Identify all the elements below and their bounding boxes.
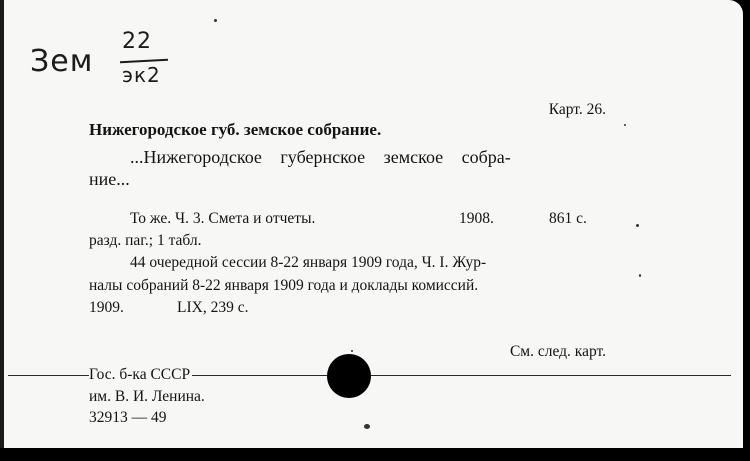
speck [364, 424, 370, 429]
library-stamp-line-3: 32913 — 49 [89, 409, 167, 426]
punch-hole [327, 354, 371, 398]
speck [639, 274, 641, 277]
entry-line-2: разд. паг.; 1 табл. [89, 232, 202, 249]
see-next-card: См. след. карт. [509, 343, 606, 360]
subtitle-line-2: ние... [89, 169, 130, 189]
card-title: Нижегородское губ. земское собрание. [89, 120, 382, 139]
subtitle-line-1: ...Нижегородское губернское земское собра- [130, 147, 511, 167]
entry-pages: 861 с. [549, 210, 587, 227]
entry-year-2: 1909. [89, 299, 124, 316]
speck [636, 224, 639, 227]
entry-pages-2: LIX, 239 с. [177, 299, 249, 316]
card-number: Карт. 26. [548, 101, 606, 118]
handwritten-denominator: эк2 [122, 63, 161, 87]
library-stamp-line-1: Гос. б-ка СССР [89, 366, 191, 383]
entry-line-3: 44 очередной сессии 8-22 января 1909 года, Ч. I. Жур- [130, 254, 487, 271]
library-stamp-line-2: им. В. И. Ленина. [89, 388, 205, 405]
entry-description: То же. Ч. 3. Смета и отчеты. [130, 210, 316, 227]
handwritten-label: Зем [30, 44, 94, 79]
entry-line-4: налы собраний 8-22 января 1909 года и доклады комиссий. [89, 277, 479, 294]
speck [351, 350, 353, 352]
entry-year: 1908. [459, 210, 494, 227]
handwritten-numerator: 22 [122, 29, 152, 54]
speck [624, 124, 626, 126]
card-left-edge [0, 0, 4, 448]
speck [214, 19, 217, 22]
